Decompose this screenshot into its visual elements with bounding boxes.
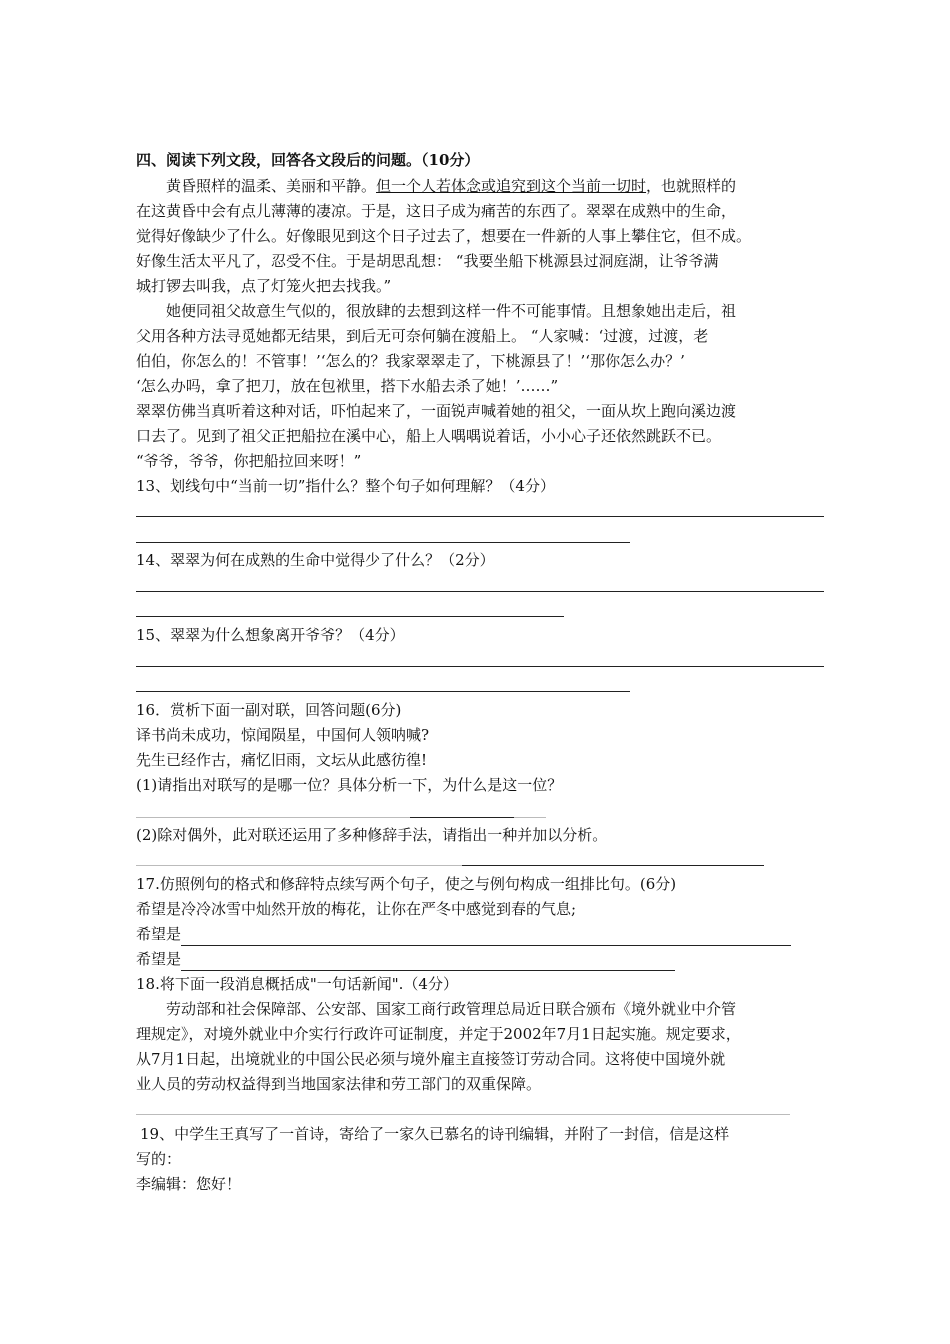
answer-line[interactable] — [410, 817, 514, 818]
answer-line[interactable] — [136, 865, 466, 866]
answer-line[interactable] — [462, 865, 764, 866]
question-16-2: (2)除对偶外，此对联还运用了多种修辞手法，请指出一种并加以分析。 — [136, 826, 608, 844]
answer-line[interactable] — [136, 616, 564, 617]
question-19-cont: 写的： — [136, 1150, 182, 1168]
question-16: 16．赏析下面一副对联，回答问题(6分) — [136, 701, 402, 719]
passage-line: 伯伯，你怎么的！不管事！’‘怎么的？我家翠翠走了，下桃源县了！’‘那你怎么办？’ — [136, 352, 685, 370]
couplet-line-1: 译书尚未成功，惊闻陨星，中国何人领呐喊? — [136, 726, 430, 744]
news-line: 理规定》，对境外就业中介实行行政许可证制度，并定于2002年7月1日起实施。规定要求， — [136, 1025, 741, 1043]
question-13: 13、划线句中“当前一切”指什么？整个句子如何理解？（4分） — [136, 477, 555, 495]
answer-line[interactable] — [136, 516, 824, 517]
question-18: 18.将下面一段消息概括成"一句话新闻".（4分） — [136, 975, 458, 993]
passage-line: 在这黄昏中会有点儿薄薄的凄凉。于是，这日子成为痛苦的东西了。翠翠在成熟中的生命， — [136, 202, 737, 220]
answer-line[interactable] — [136, 666, 824, 667]
underlined-sentence: 但一个人若体念或追究到这个当前一切时 — [376, 177, 647, 195]
answer-line[interactable] — [136, 591, 824, 592]
fill-prefix: 希望是 — [136, 925, 182, 943]
answer-line[interactable] — [136, 542, 630, 543]
news-line: 劳动部和社会保障部、公安部、国家工商行政管理总局近日联合颁布《境外就业中介管 — [166, 1000, 737, 1018]
fill-line-b — [136, 947, 675, 971]
passage-line — [166, 174, 736, 198]
question-19: 19、中学生王真写了一首诗，寄给了一家久已慕名的诗刊编辑，并附了一封信，信是这样 — [140, 1125, 730, 1143]
question-14: 14、翠翠为何在成熟的生命中觉得少了什么？（2分） — [136, 551, 495, 569]
passage-line: 她便同祖父故意生气似的，很放肆的去想到这样一件不可能事情。且想象她出走后，祖 — [166, 302, 737, 320]
question-17: 17.仿照例句的格式和修辞特点续写两个句子，使之与例句构成一组排比句。(6分) — [136, 875, 677, 893]
passage-line: “爷爷，爷爷，你把船拉回来呀！” — [136, 452, 362, 470]
letter-salutation: 李编辑：您好！ — [136, 1175, 242, 1193]
passage-line: 好像生活太平凡了，忍受不住。于是胡思乱想： “我要坐船下桃源县过洞庭湖，让爷爷满 — [136, 252, 719, 270]
fill-prefix: 希望是 — [136, 950, 182, 968]
couplet-line-2: 先生已经作古，痛忆旧雨，文坛从此感彷徨! — [136, 751, 428, 769]
passage-line: 觉得好像缺少了什么。好像眼见到这个日子过去了，想要在一件新的人事上攀住它，但不成。 — [136, 227, 752, 245]
example-sentence: 希望是冷冷冰雪中灿然开放的梅花，让你在严冬中感觉到春的气息; — [136, 900, 577, 918]
answer-line[interactable] — [136, 691, 630, 692]
section-title: 四、阅读下列文段，回答各文段后的问题。（10分） — [136, 151, 480, 169]
fill-blank[interactable] — [181, 927, 791, 946]
question-16-1: (1)请指出对联写的是哪一位？具体分析一下，为什么是这一位？ — [136, 776, 563, 794]
news-line: 从7月1日起，出境就业的中国公民必须与境外雇主直接签订劳动合同。这将使中国境外就 — [136, 1050, 726, 1068]
fill-line-a — [136, 922, 791, 946]
passage-line: 城打锣去叫我，点了灯笼火把去找我。” — [136, 277, 392, 295]
passage-line: 父用各种方法寻觅她都无结果，到后无可奈何躺在渡船上。 “人家喊：‘过渡，过渡，老 — [136, 327, 709, 345]
news-line: 业人员的劳动权益得到当地国家法律和劳工部门的双重保障。 — [136, 1075, 542, 1093]
answer-line[interactable] — [136, 1114, 790, 1115]
passage-text: ，也就照样的 — [646, 177, 737, 195]
passage-line: 翠翠仿佛当真听着这种对话，吓怕起来了，一面锐声喊着她的祖父，一面从坎上跑向溪边渡 — [136, 402, 737, 420]
passage-line: ‘怎么办吗，拿了把刀，放在包袱里，搭下水船去杀了她！’……” — [136, 377, 559, 395]
question-15: 15、翠翠为什么想象离开爷爷？（4分） — [136, 626, 405, 644]
passage-line: 口去了。见到了祖父正把船拉在溪中心，船上人喁喁说着话，小小心子还依然跳跃不已。 — [136, 427, 722, 445]
fill-blank[interactable] — [181, 952, 675, 971]
passage-text: 黄昏照样的温柔、美丽和平静。 — [166, 177, 377, 195]
